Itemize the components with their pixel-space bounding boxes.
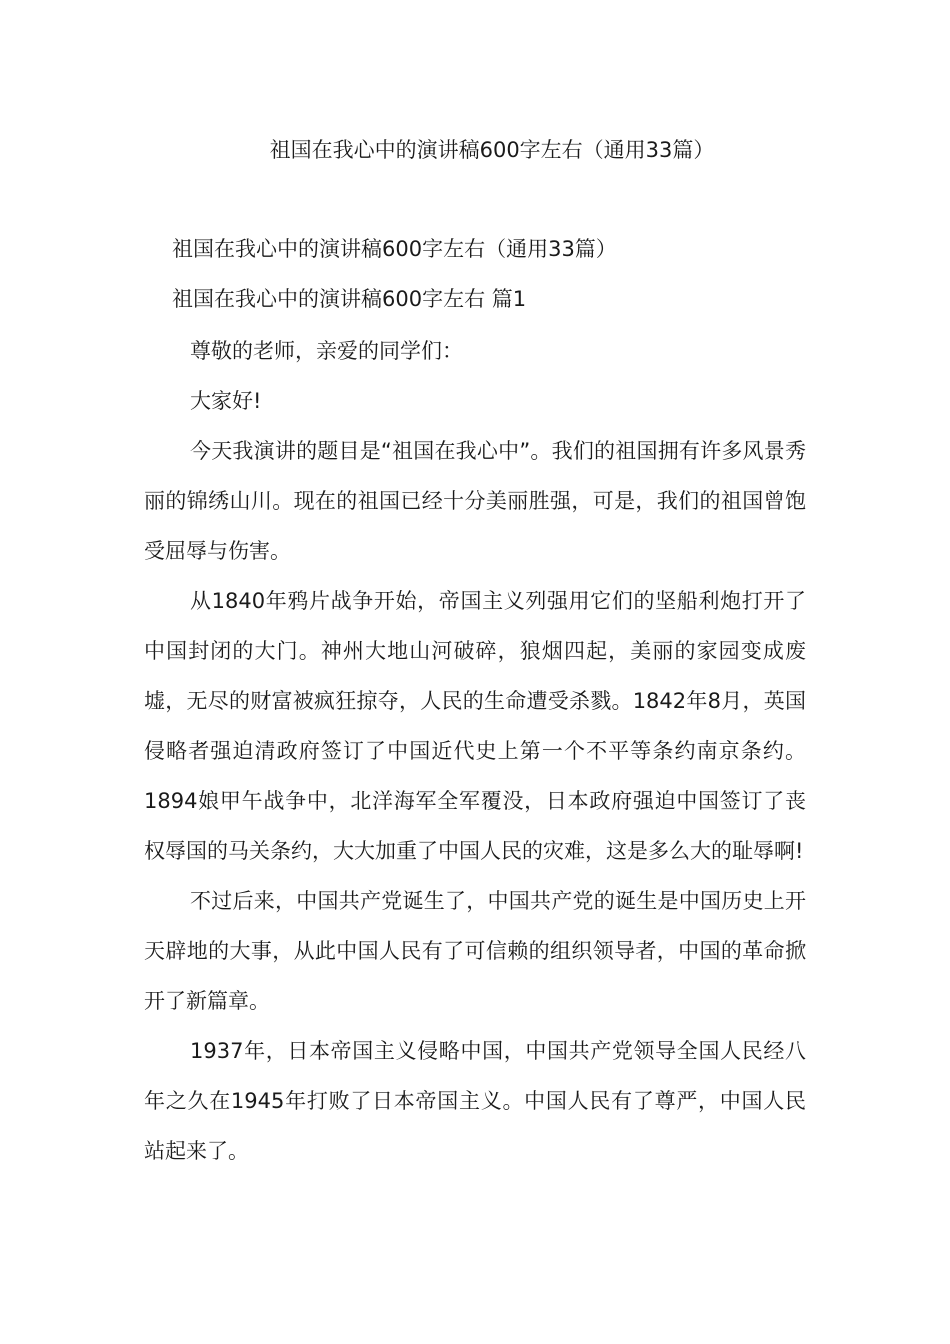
paragraph-history: 从1840年鸦片战争开始，帝国主义列强用它们的坚船利炮打开了中国封闭的大门。神州大地山河破碎，狼烟四起，美丽的家园变成废墟，无尽的财富被疯狂掠夺，人民的生命遭受杀戮。1842年8月，英国侵略者强迫清政府签订了中国近代史上第一个不平等条约南京条约。1894娘甲午战争中，北洋海军全军覆没，日本政府强迫中国签订了丧权辱国的马关条约，大大加重了中国人民的灾难，这是多么大的耻辱啊! <box>144 589 806 863</box>
paragraph-1937: 1937年，日本帝国主义侵略中国，中国共产党领导全国人民经八年之久在1945年打败了日本帝国主义。中国人民有了尊严，中国人民站起来了。 <box>144 1039 806 1163</box>
paragraph-topic: 今天我演讲的题目是“祖国在我心中”。我们的祖国拥有许多风景秀丽的锦绣山川。现在的祖国已经十分美丽胜强，可是，我们的祖国曾饱受屈辱与伤害。 <box>144 439 806 563</box>
article-body <box>144 326 806 1176</box>
document-title: 祖国在我心中的演讲稿600字左右（通用33篇） <box>269 138 715 162</box>
subheading-article-1: 祖国在我心中的演讲稿600字左右 篇1 <box>172 287 527 311</box>
paragraph-salutation: 大家好! <box>190 389 262 413</box>
paragraph-greeting: 尊敬的老师，亲爱的同学们： <box>190 339 463 363</box>
subheading-collection-title: 祖国在我心中的演讲稿600字左右（通用33篇） <box>172 237 617 261</box>
paragraph-party: 不过后来，中国共产党诞生了，中国共产党的诞生是中国历史上开天辟地的大事，从此中国人民有了可信赖的组织领导者，中国的革命掀开了新篇章。 <box>144 889 806 1013</box>
